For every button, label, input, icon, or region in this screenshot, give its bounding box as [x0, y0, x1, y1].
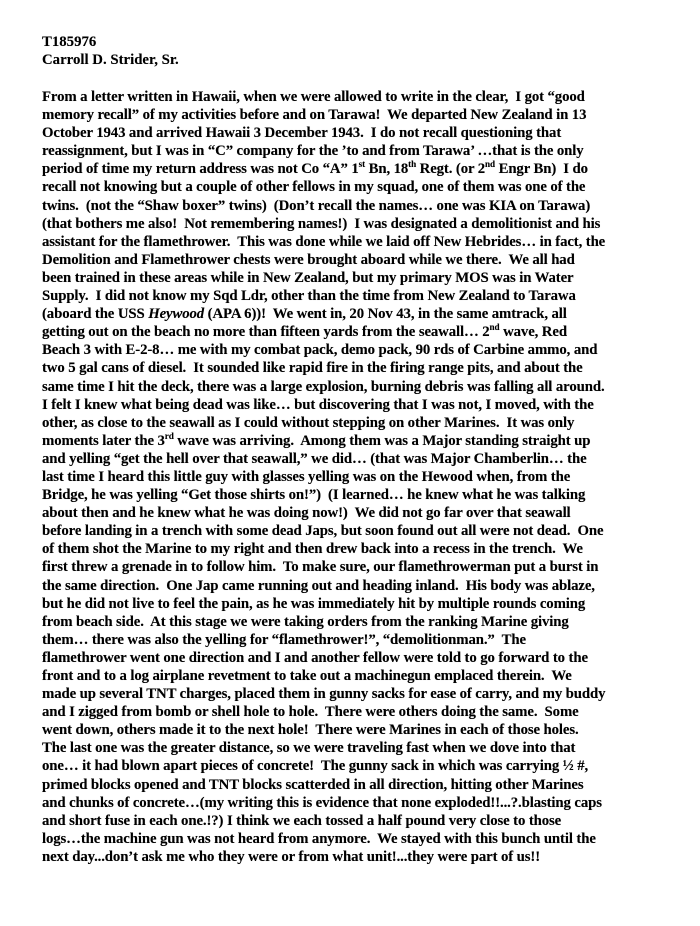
letter-line: the same direction. One Jap came running out and heading inland. His body was ablaze,	[42, 577, 595, 594]
letter-line: recall not knowing but a couple of other fellows in my squad, one of them was one of the	[42, 179, 586, 196]
letter-line: last time I heard this little guy with glasses yelling was on the Hewood when, from the	[42, 468, 571, 485]
letter-line: but he did not live to feel the pain, as he was immediately hit by multiple rounds coming	[42, 595, 586, 612]
letter-line: memory recall” of my activities before and on Tarawa! We departed New Zealand in 13	[42, 107, 587, 124]
letter-line: Beach 3 with E-2-8… me with my combat pack, demo pack, 90 rds of Carbine ammo, and	[42, 342, 598, 359]
letter-line: getting out on the beach no more than fifteen yards from the seawall… 2nd wave, Red	[42, 322, 567, 341]
letter-line: The last one was the greater distance, so we were traveling fast when we dove into that	[42, 740, 576, 757]
letter-line: about then and he knew what he was doing now!) We did not go far over that seawall	[42, 505, 571, 522]
letter-line: Bridge, he was yelling “Get those shirts on!”) (I learned… he knew what he was talking	[42, 487, 586, 504]
letter-line: and I zigged from bomb or shell hole to hole. There were others doing the same. Some	[42, 704, 579, 721]
letter-line: Demolition and Flamethrower chests were brought aboard while we there. We all had	[42, 251, 575, 268]
letter-line: October 1943 and arrived Hawaii 3 December 1943. I do not recall questioning that	[42, 125, 562, 142]
letter-line: been trained in these areas while in New Zealand, but my primary MOS was in Water	[42, 269, 574, 286]
letter-body	[42, 88, 680, 866]
letter-line: Supply. I did not know my Sqd Ldr, other than the time from New Zealand to Tarawa	[42, 288, 576, 305]
letter-line: went down, others made it to the next hole! There were Marines in each of those holes.	[42, 722, 579, 739]
letter-line: made up several TNT charges, placed them in gunny sacks for ease of carry, and my buddy	[42, 686, 606, 703]
letter-line: assistant for the flamethrower. This was done while we laid off New Hebrides… in fact, the	[42, 233, 606, 250]
letter-line: two 5 gal cans of diesel. It sounded like rapid fire in the firing range pits, and about the	[42, 360, 583, 377]
author-name: Carroll D. Strider, Sr.	[42, 52, 179, 69]
letter-line: same time I hit the deck, there was a large explosion, burning debris was falling all around.	[42, 378, 605, 395]
letter-line: them… there was also the yelling for “flamethrower!”, “demolitionman.” The	[42, 631, 526, 648]
letter-line: reassignment, but I was in “C” company for the ’to and from Tarawa’ …that is the only	[42, 143, 584, 160]
letter-line: one… it had blown apart pieces of concrete! The gunny sack in which was carrying ½ #,	[42, 758, 589, 775]
letter-line: other, as close to the seawall as I could without stepping on other Marines. It was only	[42, 414, 575, 431]
document-header	[42, 33, 179, 69]
letter-line: and short fuse in each one.!?) I think we each tossed a half pound very close to those	[42, 812, 562, 829]
letter-line: from beach side. At this stage we were taking orders from the ranking Marine giving	[42, 613, 569, 630]
letter-line: logs…the machine gun was not heard from anymore. We stayed with this bunch until the	[42, 830, 596, 847]
letter-line: twins. (not the “Shaw boxer” twins) (Don’t recall the names… one was KIA on Tarawa)	[42, 197, 591, 214]
letter-line: period of time my return address was not Co “A” 1st Bn, 18th Regt. (or 2nd Engr Bn) I do	[42, 159, 588, 178]
letter-line: first threw a grenade in to follow him. To make sure, our flamethrowerman put a burst in	[42, 559, 599, 576]
letter-line: (that bothers me also! Not remembering names!) I was designated a demolitionist and his	[42, 215, 601, 232]
letter-line: next day...don’t ask me who they were or from what unit!...they were part of us!!	[42, 848, 540, 865]
letter-line: moments later the 3rd wave was arriving. Among them was a Major standing straight up	[42, 430, 591, 449]
letter-line: before landing in a trench with some dead Japs, but soon found out all were not dead. One	[42, 523, 604, 540]
letter-line: (aboard the USS Heywood (APA 6))! We went in, 20 Nov 43, in the same amtrack, all	[42, 306, 567, 323]
letter-line: front and to a log airplane revetment to take out a machinegun emplaced therein. We	[42, 668, 572, 684]
letter-line: primed blocks opened and TNT blocks scatterded in all direction, hitting other Marines	[42, 776, 584, 793]
letter-line: of them shot the Marine to my right and then drew back into a recess in the trench. We	[42, 541, 583, 558]
letter-line: I felt I knew what being dead was like… but discovering that I was not, I moved, with the	[42, 396, 594, 413]
letter-line: and chunks of concrete…(my writing this is evidence that none exploded!!...?.blasting caps	[42, 794, 602, 811]
letter-line: flamethrower went one direction and I and another fellow were told to go forward to the	[42, 649, 588, 666]
letter-line: and yelling “get the hell over that seawall,” we did… (that was Major Chamberlin… the	[42, 450, 587, 467]
document-id: T185976	[42, 34, 97, 50]
letter-line: From a letter written in Hawaii, when we were allowed to write in the clear, I got “good	[42, 89, 585, 105]
